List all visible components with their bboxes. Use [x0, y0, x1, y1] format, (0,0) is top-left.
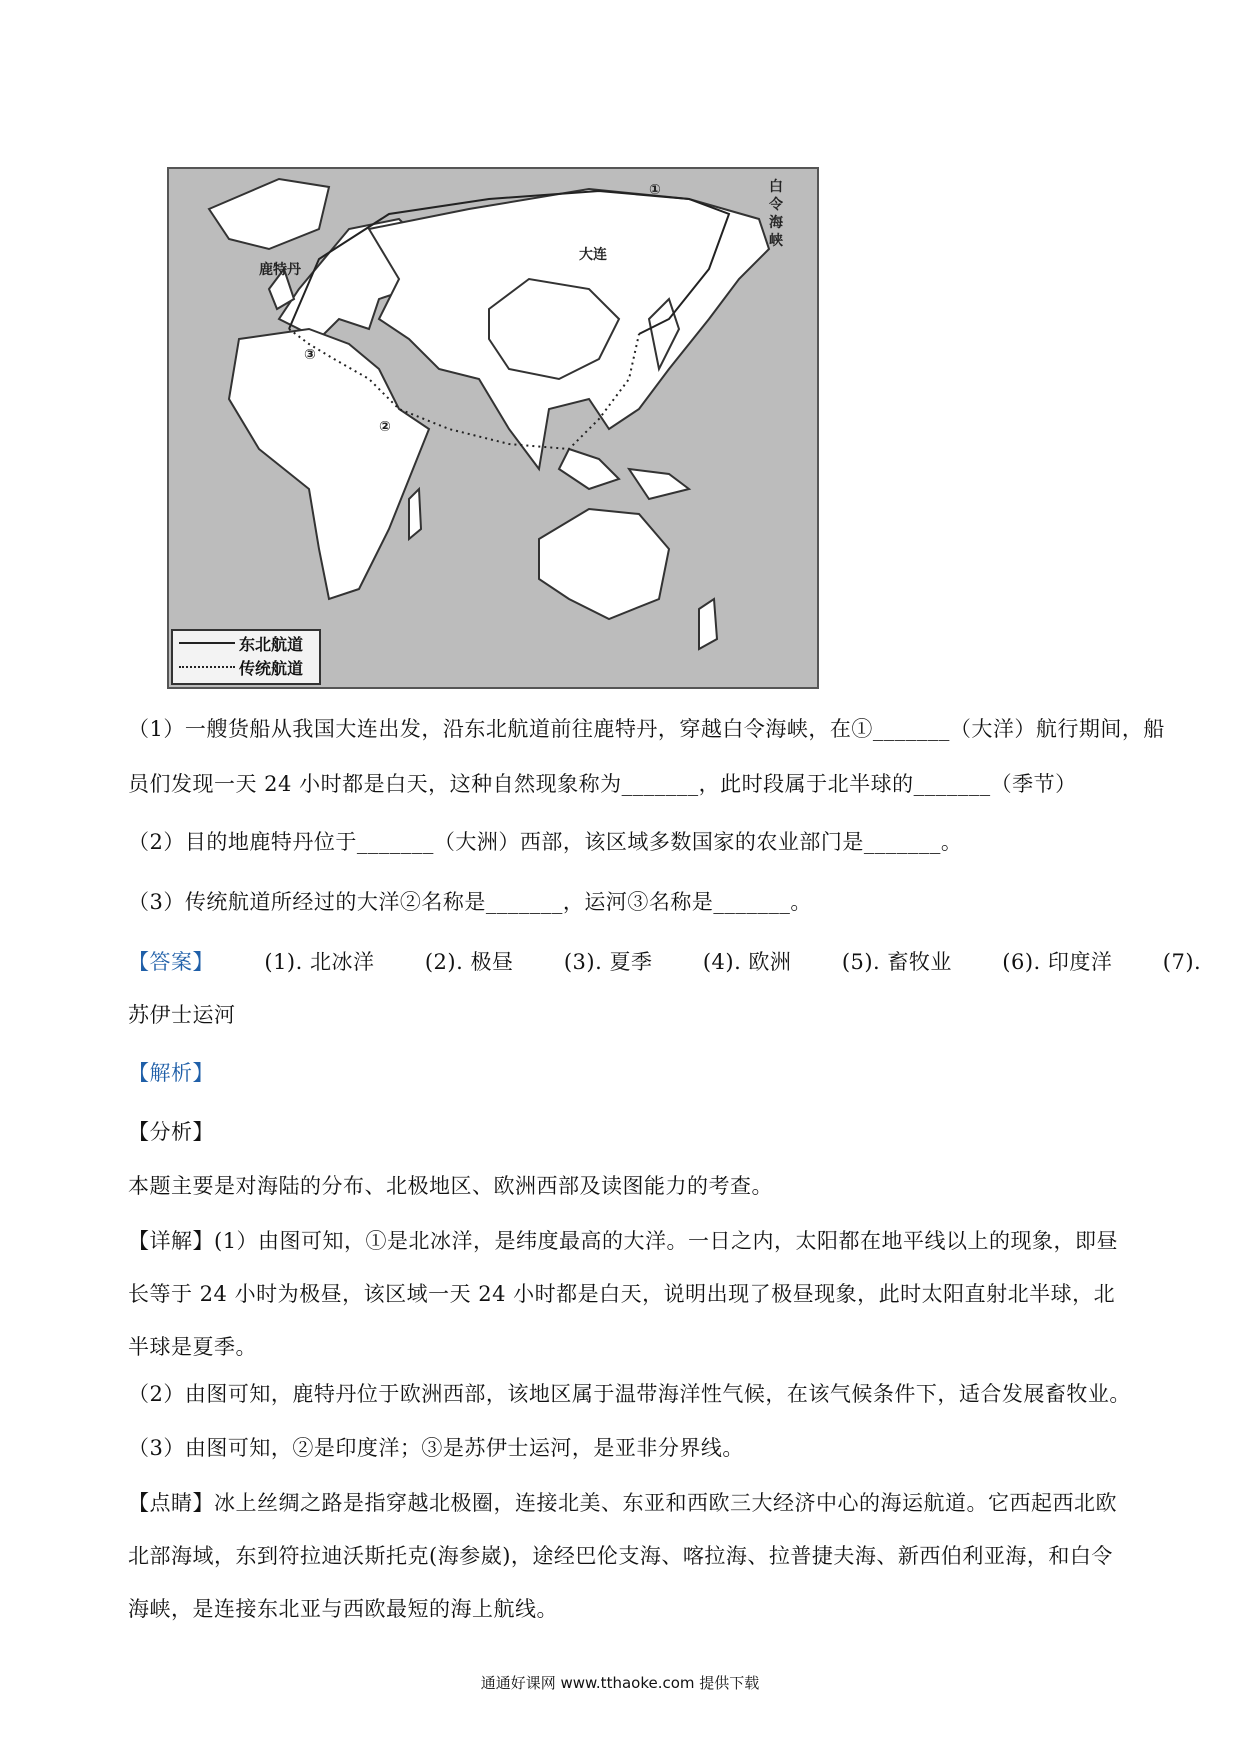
detail-tag: 【详解】 [128, 1229, 214, 1253]
question-2: （2）目的地鹿特丹位于_______（大洲）西部，该区域多数国家的农业部门是_______。 [128, 830, 963, 854]
legend-traditional-label: 传统航道 [239, 658, 304, 678]
answer-item: (7). [1162, 950, 1202, 974]
dotted-line-icon [179, 666, 235, 668]
legend-northeast-label: 东北航道 [239, 634, 304, 654]
bering-label-3: 海 [769, 215, 783, 231]
route2-marker: ② [379, 419, 391, 435]
bering-label-1: 白 [769, 179, 783, 195]
answer-tag: 【答案】 [128, 950, 214, 974]
map-drawing [169, 169, 817, 687]
detail-paragraph [128, 1215, 1128, 1374]
legend-traditional [173, 655, 319, 679]
map-legend [171, 629, 321, 685]
question-1-line-1: （1）一艘货船从我国大连出发，沿东北航道前往鹿特丹，穿越白令海峡，在①_______（大洋）航行期间，船 [128, 717, 1165, 741]
answer-item: (5). 畜牧业 [841, 950, 952, 974]
answer-row [128, 945, 1202, 979]
route3-marker: ③ [304, 347, 316, 363]
legend-northeast [173, 631, 319, 655]
fenxi-tag: 【分析】 [128, 1120, 214, 1144]
answer-item: (2). 极昼 [424, 950, 514, 974]
route1-marker: ① [649, 182, 661, 198]
bering-label-4: 峡 [769, 233, 783, 249]
answer-continuation: 苏伊士运河 [128, 1003, 236, 1027]
answer-item: (1). 北冰洋 [264, 950, 375, 974]
answer-item: (4). 欧洲 [702, 950, 792, 974]
tip-text: 冰上丝绸之路是指穿越北极圈，连接北美、东亚和西欧三大经济中心的海运航道。它西起西北欧北部海域，东到符拉迪沃斯托克(海参崴)，途经巴伦支海、喀拉海、拉普捷夫海、新西伯利亚海，和白令海峡，是连接东北亚与西欧最短的海上航线。 [128, 1491, 1117, 1621]
question-3: （3）传统航道所经过的大洋②名称是_______，运河③名称是_______。 [128, 890, 812, 914]
solid-line-icon [179, 642, 235, 644]
question-1-line-2: 员们发现一天 24 小时都是白天，这种自然现象称为_______，此时段属于北半球的_______（季节） [128, 772, 1077, 796]
route-map [167, 167, 819, 689]
detail-text-3: （3）由图可知，②是印度洋；③是苏伊士运河，是亚非分界线。 [128, 1436, 744, 1460]
detail-text-1: (1）由图可知，①是北冰洋，是纬度最高的大洋。一日之内，太阳都在地平线以上的现象，即昼长等于 24 小时为极昼，该区域一天 24 小时都是白天，说明出现了极昼现象，此时太阳直射北半球，北半球是夏季。 [128, 1229, 1119, 1359]
dalian-label: 大连 [579, 247, 607, 263]
tip-paragraph [128, 1477, 1128, 1636]
answer-item: (6). 印度洋 [1002, 950, 1113, 974]
page-footer: 通通好课网 www.tthaoke.com 提供下载 [480, 1674, 760, 1692]
detail-text-2: （2）由图可知，鹿特丹位于欧洲西部，该地区属于温带海洋性气候，在该气候条件下，适合发展畜牧业。 [128, 1382, 1131, 1406]
tip-tag: 【点睛】 [128, 1491, 214, 1515]
answer-item: (3). 夏季 [563, 950, 653, 974]
bering-label-2: 令 [769, 197, 783, 213]
fenxi-text: 本题主要是对海陆的分布、北极地区、欧洲西部及读图能力的考查。 [128, 1174, 773, 1198]
analysis-tag: 【解析】 [128, 1061, 214, 1085]
rotterdam-label: 鹿特丹 [259, 262, 301, 278]
